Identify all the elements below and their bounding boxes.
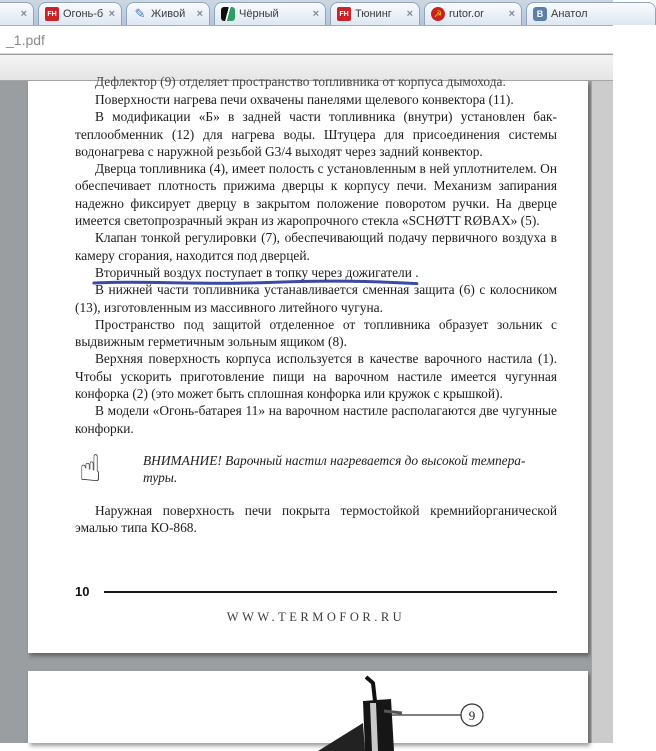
tab-title: rutor.or [449,8,484,20]
paragraph: В нижней части топливника устанавливается сменная защита (6) с колосником (13), изготовленным из массивного литейного чугуна. [75,282,557,315]
stove-drawing [318,671,588,751]
paragraph: В модификации «Б» в задней части топливника (внутри) установлен бак-теплообменник (12) для нагрева воды. Штуцера для присоединения системы водонагрева с наружной резьбой G3/4 выходят через задний конвектор. [75,109,557,159]
close-icon[interactable]: × [108,7,115,20]
pointing-hand-icon: ☝ [79,446,102,490]
paragraph: Дверца топливника (4), имеет полость с установленным в ней уплотнителем. Он обеспечивает плотность прижима дверцы к корпусу печи. Механизм запирания надежно фиксирует дверцу в закрытом положение поворотом ручки. На дверце имеется светопрозрачный экран из жаропрочного стекла «SCHØTT RØBAX» (5). [75,161,557,229]
pdf-page-10 [28,74,588,653]
blue-pen-underline [92,279,419,287]
paragraph: Верхняя поверхность корпуса используется в качестве варочного настила (1). Чтобы ускорить приготовление пищи на варочном настиле имеется чугунная конфорка (2) (это может быть сплошная конфорка или кружок с крышкой). [75,351,557,402]
address-bar[interactable] [0,26,613,54]
rutor-emblem-icon: ☭ [431,7,445,21]
warning-note [79,446,557,490]
callout-label: 9 [468,708,476,723]
close-icon[interactable]: × [20,7,27,20]
tab-title: Огонь-б [63,8,104,20]
page-footer [75,584,557,625]
paragraph: В модели «Огонь-батарея 11» на варочном настиле располагаются две чугунные конфорки. [75,403,557,436]
scrollbar[interactable] [591,81,613,743]
termofor-url: WWW.TERMOFOR.RU [226,610,406,624]
tab-title: Анатол [551,8,588,20]
tab-vk[interactable] [526,2,656,25]
page-text [28,74,588,537]
tab-partial[interactable] [0,2,34,25]
forumhouse-icon: FH [45,7,59,21]
address-text: _1.pdf [6,31,45,48]
clipped-text-line: Дефлектор (9) отделяет пространство топливника от корпуса дымохода. [95,74,506,89]
tab-title: Живой [151,8,186,20]
close-icon[interactable]: × [508,7,515,20]
tab-title: Чёрный [239,8,279,20]
tab-strip [0,0,613,26]
paragraph: Клапан тонкой регулировки (7), обеспечивающий подачу первичного воздуха в камеру сгорания, находится под дверцей. [75,230,557,263]
pdf-page-11-partial [28,671,588,743]
vk-icon: B [533,7,547,21]
tab-title [0,8,17,20]
tab-rutor[interactable] [424,2,522,25]
footer-rule [104,591,557,593]
tab-cherny[interactable] [214,2,326,25]
paragraph: Пространство под защитой отделенное от топливника образует зольник с выдвижным герметичным зольным ящиком (8). [75,316,557,350]
paragraph: Наружная поверхность печи покрыта термостойкой кремнийорганической эмалью типа КО-868. [75,502,557,536]
black-green-logo-icon [221,7,235,21]
warning-text: ВНИМАНИЕ! Варочный настил нагревается до высокой темпера- туры. [143,452,526,486]
underlined-paragraph [75,264,557,281]
tab-zhivoy[interactable] [126,2,210,25]
tab-ogon[interactable] [38,2,122,25]
close-icon[interactable]: × [406,7,413,20]
tab-tuning[interactable] [330,2,420,25]
pdf-viewer [0,74,613,743]
pen-underline-annotation: Вторичный воздух поступает в топку через дожигатели . [95,265,419,280]
pencil-icon: ✎ [134,6,146,21]
tab-title: Тюнинг [355,8,392,20]
forumhouse-icon: FH [337,7,351,21]
close-icon[interactable]: × [196,7,203,20]
paragraph: Поверхности нагрева печи охвачены панелями щелевого конвектора (11). [95,92,514,107]
close-icon[interactable]: × [312,7,319,20]
page-number: 10 [75,584,90,599]
